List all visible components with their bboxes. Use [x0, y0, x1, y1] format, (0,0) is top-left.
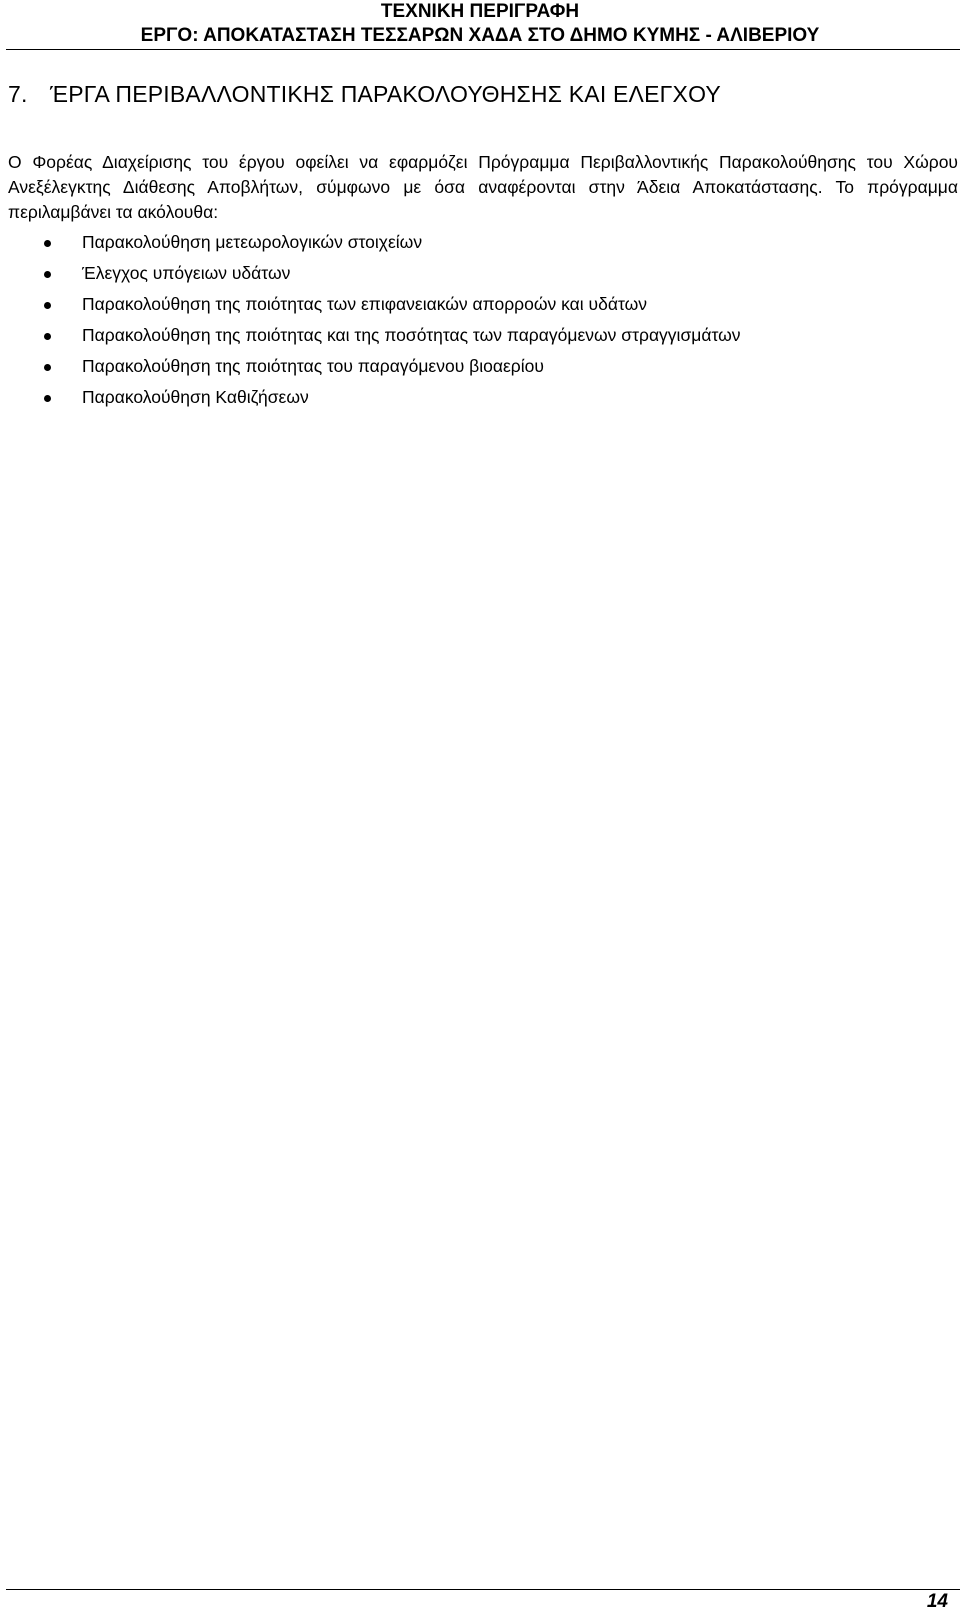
bullet-icon: [44, 364, 51, 371]
bullet-icon: [44, 333, 51, 340]
bullet-icon: [44, 271, 51, 278]
monitoring-list: [0, 227, 960, 413]
header-divider: [6, 49, 960, 50]
list-item-text: Παρακολούθηση Καθιζήσεων: [82, 387, 309, 407]
list-item: [0, 320, 960, 351]
list-item: [0, 227, 960, 258]
bullet-icon: [44, 240, 51, 247]
project-title: ΕΡΓΟ: ΑΠΟΚΑΤΑΣΤΑΣΗ ΤΕΣΣΑΡΩΝ ΧΑΔΑ ΣΤΟ ΔΗΜΟ ΚΥΜΗΣ - ΑΛΙΒΕΡΙΟΥ: [140, 25, 820, 46]
list-item-text: Παρακολούθηση της ποιότητας των επιφανειακών απορροών και υδάτων: [82, 294, 648, 314]
bullet-icon: [44, 302, 51, 309]
bullet-icon: [44, 395, 51, 402]
document-title: ΤΕΧΝΙΚΗ ΠΕΡΙΓΡΑΦΗ: [380, 1, 580, 22]
intro-paragraph: Ο Φορέας Διαχείρισης του έργου οφείλει να εφαρμόζει Πρόγραμμα Περιβαλλοντικής Παρακολούθησης του Χώρου Ανεξέλεγκτης Διάθεσης Αποβλήτων, σύμφωνο με όσα αναφέρονται στην Άδεια Αποκατάστασης. Το πρόγραμμα περιλαμβάνει τα ακόλουθα:: [8, 152, 958, 222]
list-item-text: Παρακολούθηση μετεωρολογικών στοιχείων: [82, 232, 423, 252]
list-item-text: Παρακολούθηση της ποιότητας του παραγόμενου βιοαερίου: [82, 356, 544, 376]
section-title: ΈΡΓΑ ΠΕΡΙΒΑΛΛΟΝΤΙΚΗΣ ΠΑΡΑΚΟΛΟΥΘΗΣΗΣ ΚΑΙ ΕΛΕΓΧΟΥ: [50, 81, 721, 107]
section-heading: [8, 80, 721, 108]
footer-divider: [6, 1589, 960, 1590]
section-number: 7.: [8, 81, 28, 107]
list-item: [0, 258, 960, 289]
page-number: 14: [926, 1591, 948, 1612]
list-item-text: Έλεγχος υπόγειων υδάτων: [82, 263, 291, 283]
list-item: [0, 382, 960, 413]
list-item-text: Παρακολούθηση της ποιότητας και της ποσότητας των παραγόμενων στραγγισμάτων: [82, 325, 741, 345]
list-item: [0, 289, 960, 320]
list-item: [0, 351, 960, 382]
